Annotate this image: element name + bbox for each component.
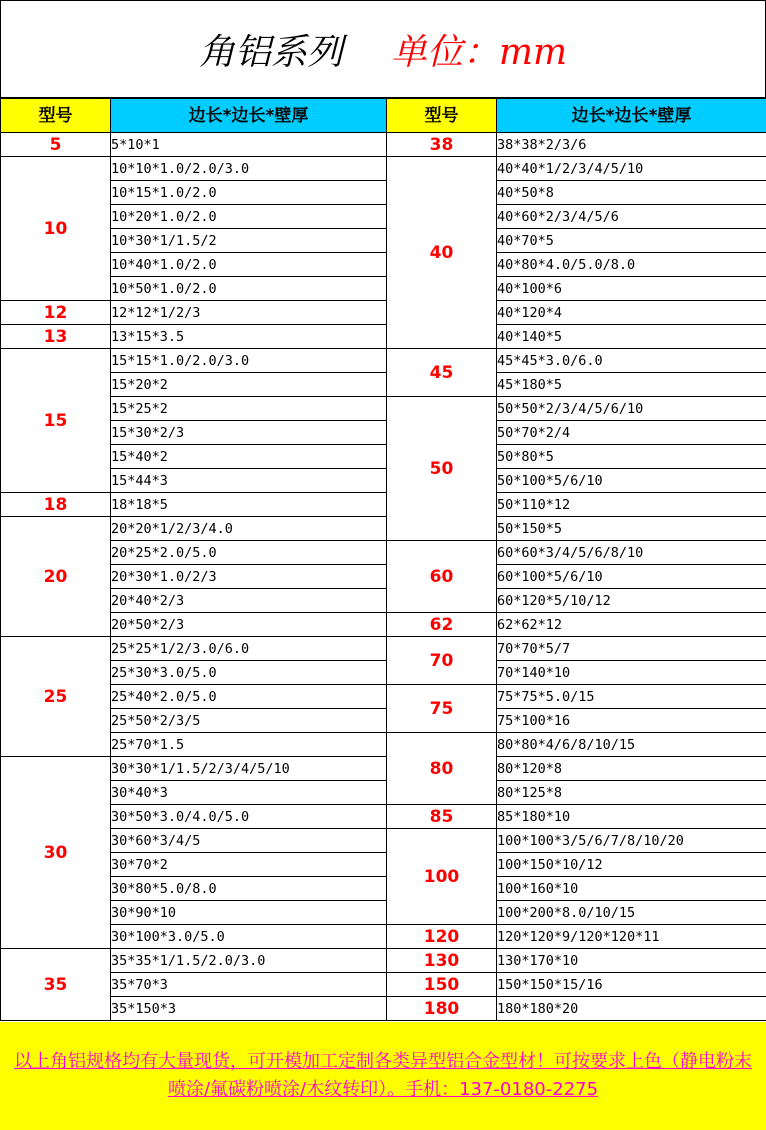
left-spec-cell: 30*70*2 [111, 853, 387, 877]
table-row [1, 973, 766, 997]
left-spec-cell: 30*100*3.0/5.0 [111, 925, 387, 949]
left-spec-cell: 15*40*2 [111, 445, 387, 469]
right-model-cell: 70 [387, 637, 497, 685]
left-spec-cell: 10*15*1.0/2.0 [111, 181, 387, 205]
left-model-cell: 25 [1, 637, 111, 757]
right-model-cell: 40 [387, 157, 497, 349]
left-spec-cell: 10*50*1.0/2.0 [111, 277, 387, 301]
right-spec-cell: 75*100*16 [497, 709, 766, 733]
table-row [1, 133, 766, 157]
left-model-cell: 18 [1, 493, 111, 517]
table-row [1, 901, 766, 925]
left-spec-cell: 10*20*1.0/2.0 [111, 205, 387, 229]
right-spec-cell: 40*40*1/2/3/4/5/10 [497, 157, 766, 181]
right-model-cell: 50 [387, 397, 497, 541]
table-row [1, 829, 766, 853]
left-spec-cell: 25*25*1/2/3.0/6.0 [111, 637, 387, 661]
table-row [1, 421, 766, 445]
table-row [1, 565, 766, 589]
right-model-cell: 60 [387, 541, 497, 613]
table-row [1, 157, 766, 181]
right-spec-cell: 50*50*2/3/4/5/6/10 [497, 397, 766, 421]
right-spec-cell: 60*120*5/10/12 [497, 589, 766, 613]
table-row [1, 949, 766, 973]
left-spec-cell: 25*50*2/3/5 [111, 709, 387, 733]
left-model-cell: 35 [1, 949, 111, 1021]
left-spec-cell: 10*10*1.0/2.0/3.0 [111, 157, 387, 181]
right-model-cell: 45 [387, 349, 497, 397]
right-spec-cell: 50*100*5/6/10 [497, 469, 766, 493]
left-spec-cell: 30*80*5.0/8.0 [111, 877, 387, 901]
right-spec-cell: 180*180*20 [497, 997, 766, 1021]
right-spec-cell: 70*140*10 [497, 661, 766, 685]
table-row [1, 637, 766, 661]
left-spec-cell: 30*90*10 [111, 901, 387, 925]
right-spec-cell: 62*62*12 [497, 613, 766, 637]
right-model-cell: 80 [387, 733, 497, 805]
right-model-cell: 180 [387, 997, 497, 1021]
right-spec-cell: 50*80*5 [497, 445, 766, 469]
right-spec-cell: 85*180*10 [497, 805, 766, 829]
left-model-cell: 15 [1, 349, 111, 493]
table-row [1, 925, 766, 949]
right-spec-cell: 40*70*5 [497, 229, 766, 253]
right-spec-cell: 60*100*5/6/10 [497, 565, 766, 589]
left-spec-cell: 30*30*1/1.5/2/3/4/5/10 [111, 757, 387, 781]
left-model-cell: 30 [1, 757, 111, 949]
right-spec-cell: 40*140*5 [497, 325, 766, 349]
table-row [1, 325, 766, 349]
left-model-cell: 20 [1, 517, 111, 637]
left-spec-cell: 15*20*2 [111, 373, 387, 397]
left-spec-cell: 18*18*5 [111, 493, 387, 517]
left-spec-cell: 5*10*1 [111, 133, 387, 157]
table-row [1, 253, 766, 277]
right-model-cell: 150 [387, 973, 497, 997]
left-model-cell: 5 [1, 133, 111, 157]
right-spec-cell: 60*60*3/4/5/6/8/10 [497, 541, 766, 565]
right-spec-cell: 130*170*10 [497, 949, 766, 973]
table-row [1, 589, 766, 613]
table-row [1, 541, 766, 565]
right-spec-cell: 120*120*9/120*120*11 [497, 925, 766, 949]
right-spec-cell: 100*160*10 [497, 877, 766, 901]
left-spec-cell: 20*50*2/3 [111, 613, 387, 637]
right-model-cell: 120 [387, 925, 497, 949]
right-spec-cell: 50*110*12 [497, 493, 766, 517]
table-row [1, 685, 766, 709]
page-title [0, 0, 766, 98]
right-spec-cell: 100*100*3/5/6/7/8/10/20 [497, 829, 766, 853]
right-spec-cell: 38*38*2/3/6 [497, 133, 766, 157]
table-row [1, 517, 766, 541]
right-spec-cell: 75*75*5.0/15 [497, 685, 766, 709]
table-row [1, 205, 766, 229]
right-spec-cell: 40*60*2/3/4/5/6 [497, 205, 766, 229]
left-spec-cell: 25*30*3.0/5.0 [111, 661, 387, 685]
left-spec-cell: 20*40*2/3 [111, 589, 387, 613]
right-spec-cell: 80*120*8 [497, 757, 766, 781]
right-model-cell: 75 [387, 685, 497, 733]
right-model-header: 型号 [387, 99, 497, 133]
left-spec-header: 边长*边长*壁厚 [111, 99, 387, 133]
unit-text: 单位：mm [390, 31, 568, 73]
spec-table [0, 98, 766, 1021]
table-row [1, 997, 766, 1021]
left-spec-cell: 10*40*1.0/2.0 [111, 253, 387, 277]
right-spec-cell: 40*120*4 [497, 301, 766, 325]
left-spec-cell: 15*30*2/3 [111, 421, 387, 445]
table-row [1, 181, 766, 205]
table-row [1, 757, 766, 781]
left-model-cell: 12 [1, 301, 111, 325]
table-row [1, 709, 766, 733]
table-row [1, 445, 766, 469]
left-spec-cell: 35*150*3 [111, 997, 387, 1021]
right-spec-cell: 70*70*5/7 [497, 637, 766, 661]
right-spec-cell: 150*150*15/16 [497, 973, 766, 997]
footer-banner [0, 1022, 766, 1130]
right-model-cell: 85 [387, 805, 497, 829]
table-row [1, 277, 766, 301]
left-spec-cell: 30*50*3.0/4.0/5.0 [111, 805, 387, 829]
left-spec-cell: 35*70*3 [111, 973, 387, 997]
table-row [1, 373, 766, 397]
left-spec-cell: 20*25*2.0/5.0 [111, 541, 387, 565]
table-row [1, 349, 766, 373]
right-spec-cell: 50*150*5 [497, 517, 766, 541]
left-spec-cell: 12*12*1/2/3 [111, 301, 387, 325]
right-spec-cell: 80*80*4/6/8/10/15 [497, 733, 766, 757]
footer-note: 以上角铝规格均有大量现货，可开模加工定制各类异型铝合金型材！可按要求上色（静电粉末喷涂/氟碳粉喷涂/木纹转印）。手机：137-0180-2275 [14, 1051, 752, 1100]
right-model-cell: 130 [387, 949, 497, 973]
title-text: 角铝系列 [198, 31, 343, 73]
table-body [1, 133, 766, 1021]
left-spec-cell: 15*44*3 [111, 469, 387, 493]
table-row [1, 493, 766, 517]
left-spec-cell: 15*15*1.0/2.0/3.0 [111, 349, 387, 373]
right-spec-cell: 40*100*6 [497, 277, 766, 301]
left-spec-cell: 30*60*3/4/5 [111, 829, 387, 853]
table-row [1, 229, 766, 253]
right-spec-header: 边长*边长*壁厚 [497, 99, 766, 133]
table-row [1, 301, 766, 325]
table-row [1, 805, 766, 829]
right-spec-cell: 45*180*5 [497, 373, 766, 397]
left-spec-cell: 10*30*1/1.5/2 [111, 229, 387, 253]
left-spec-cell: 20*30*1.0/2/3 [111, 565, 387, 589]
right-model-cell: 38 [387, 133, 497, 157]
left-spec-cell: 35*35*1/1.5/2.0/3.0 [111, 949, 387, 973]
left-spec-cell: 25*70*1.5 [111, 733, 387, 757]
table-row [1, 853, 766, 877]
right-spec-cell: 40*80*4.0/5.0/8.0 [497, 253, 766, 277]
left-spec-cell: 25*40*2.0/5.0 [111, 685, 387, 709]
table-row [1, 733, 766, 757]
right-spec-cell: 50*70*2/4 [497, 421, 766, 445]
left-spec-cell: 15*25*2 [111, 397, 387, 421]
right-spec-cell: 100*150*10/12 [497, 853, 766, 877]
right-spec-cell: 100*200*8.0/10/15 [497, 901, 766, 925]
right-spec-cell: 80*125*8 [497, 781, 766, 805]
table-row [1, 469, 766, 493]
left-model-header: 型号 [1, 99, 111, 133]
left-spec-cell: 20*20*1/2/3/4.0 [111, 517, 387, 541]
right-spec-cell: 40*50*8 [497, 181, 766, 205]
table-header-row [1, 99, 766, 133]
right-model-cell: 62 [387, 613, 497, 637]
table-row [1, 661, 766, 685]
left-spec-cell: 13*15*3.5 [111, 325, 387, 349]
left-spec-cell: 30*40*3 [111, 781, 387, 805]
table-row [1, 613, 766, 637]
table-row [1, 781, 766, 805]
left-model-cell: 13 [1, 325, 111, 349]
right-spec-cell: 45*45*3.0/6.0 [497, 349, 766, 373]
table-row [1, 877, 766, 901]
left-model-cell: 10 [1, 157, 111, 301]
right-model-cell: 100 [387, 829, 497, 925]
table-row [1, 397, 766, 421]
